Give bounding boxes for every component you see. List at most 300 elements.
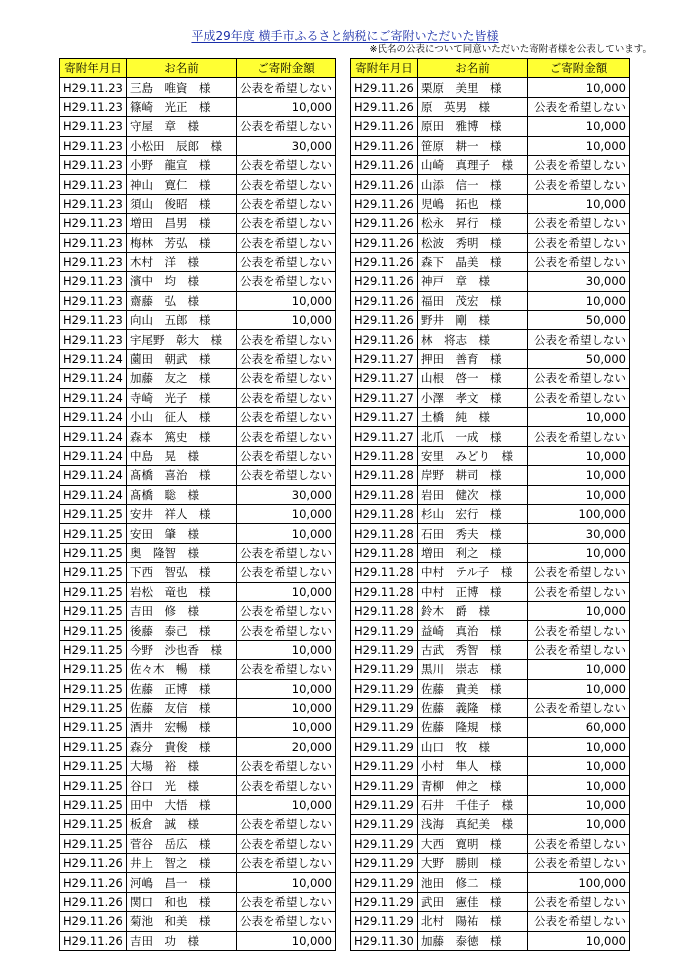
donation-date-cell: H29.11.26 — [351, 78, 418, 97]
donation-amount-cell: 公表を希望しない — [528, 640, 630, 659]
table-row — [60, 698, 336, 717]
donor-name-cell: 菊池 和美 様 — [127, 912, 237, 931]
donation-date-cell: H29.11.24 — [60, 369, 127, 388]
table-body-right — [351, 78, 630, 951]
donation-amount-cell: 公表を希望しない — [237, 233, 336, 252]
donor-name-cell: 森分 貴俊 様 — [127, 737, 237, 756]
table-row — [60, 679, 336, 698]
table-row — [351, 795, 630, 814]
donation-date-cell: H29.11.29 — [351, 854, 418, 873]
donor-name-cell: 大野 勝則 様 — [418, 854, 528, 873]
donation-date-cell: H29.11.29 — [351, 795, 418, 814]
donor-name-cell: 佐藤 貴美 様 — [418, 679, 528, 698]
donation-date-cell: H29.11.29 — [351, 892, 418, 911]
donor-name-cell: 木村 洋 様 — [127, 252, 237, 271]
donor-name-cell: 岩田 健次 様 — [418, 485, 528, 504]
donation-amount-cell: 30,000 — [237, 136, 336, 155]
table-row — [60, 543, 336, 562]
donation-date-cell: H29.11.29 — [351, 776, 418, 795]
donor-name-cell: 増田 利之 様 — [418, 543, 528, 562]
donor-name-cell: 武田 憲佳 様 — [418, 892, 528, 911]
header-amount: ご寄附金額 — [237, 59, 336, 78]
donation-amount-cell: 10,000 — [237, 873, 336, 892]
donation-date-cell: H29.11.26 — [60, 912, 127, 931]
donation-amount-cell: 10,000 — [237, 311, 336, 330]
donation-date-cell: H29.11.23 — [60, 233, 127, 252]
donation-amount-cell: 10,000 — [528, 291, 630, 310]
donor-name-cell: 石井 千佳子 様 — [418, 795, 528, 814]
donation-amount-cell: 公表を希望しない — [237, 252, 336, 271]
header-date: 寄附年月日 — [351, 59, 418, 78]
donation-amount-cell: 30,000 — [237, 485, 336, 504]
table-row — [60, 873, 336, 892]
donation-amount-cell: 公表を希望しない — [528, 427, 630, 446]
donation-amount-cell: 公表を希望しない — [528, 155, 630, 174]
donation-date-cell: H29.11.23 — [60, 311, 127, 330]
table-row — [60, 912, 336, 931]
table-row — [351, 466, 630, 485]
donation-amount-cell: 公表を希望しない — [528, 175, 630, 194]
donation-date-cell: H29.11.29 — [351, 737, 418, 756]
donation-date-cell: H29.11.25 — [60, 679, 127, 698]
donor-name-cell: 小村 隼人 様 — [418, 757, 528, 776]
donation-date-cell: H29.11.23 — [60, 78, 127, 97]
donation-date-cell: H29.11.23 — [60, 175, 127, 194]
donation-amount-cell: 公表を希望しない — [237, 660, 336, 679]
donor-name-cell: 林 将志 様 — [418, 330, 528, 349]
donation-amount-cell: 100,000 — [528, 504, 630, 523]
donation-amount-cell: 公表を希望しない — [528, 330, 630, 349]
donation-date-cell: H29.11.24 — [60, 485, 127, 504]
donation-date-cell: H29.11.26 — [60, 873, 127, 892]
donation-amount-cell: 10,000 — [237, 679, 336, 698]
donor-name-cell: 田中 大悟 様 — [127, 795, 237, 814]
donor-name-cell: 安井 祥人 様 — [127, 504, 237, 523]
donation-amount-cell: 公表を希望しない — [237, 427, 336, 446]
donor-name-cell: 篠崎 光正 様 — [127, 97, 237, 116]
donor-name-cell: 三島 唯資 様 — [127, 78, 237, 97]
donor-name-cell: 大西 寛明 様 — [418, 834, 528, 853]
donor-name-cell: 押田 善育 様 — [418, 349, 528, 368]
donation-amount-cell: 10,000 — [528, 543, 630, 562]
page-title: 平成29年度 横手市ふるさと納税にご寄附いただいた皆様 — [191, 29, 499, 43]
table-row — [60, 854, 336, 873]
donation-amount-cell: 10,000 — [528, 737, 630, 756]
donation-amount-cell: 20,000 — [237, 737, 336, 756]
table-body-left — [60, 78, 336, 951]
table-row — [60, 504, 336, 523]
table-row — [351, 563, 630, 582]
donor-name-cell: 岸野 耕司 様 — [418, 466, 528, 485]
table-row — [60, 388, 336, 407]
table-row — [60, 272, 336, 291]
table-row — [60, 524, 336, 543]
donor-name-cell: 薗田 朝武 様 — [127, 349, 237, 368]
donation-amount-cell: 10,000 — [528, 931, 630, 950]
donation-amount-cell: 公表を希望しない — [237, 408, 336, 427]
donor-name-cell: 北村 陽祐 様 — [418, 912, 528, 931]
donation-amount-cell: 公表を希望しない — [237, 543, 336, 562]
donation-date-cell: H29.11.28 — [351, 466, 418, 485]
donation-amount-cell: 公表を希望しない — [237, 776, 336, 795]
table-header-row — [60, 59, 336, 78]
donor-name-cell: 谷口 光 様 — [127, 776, 237, 795]
donor-name-cell: 河嶋 昌一 様 — [127, 873, 237, 892]
table-row — [351, 757, 630, 776]
donor-name-cell: 髙橋 喜治 様 — [127, 466, 237, 485]
donation-date-cell: H29.11.28 — [351, 601, 418, 620]
donor-name-cell: 山口 牧 様 — [418, 737, 528, 756]
donation-amount-cell: 公表を希望しない — [237, 175, 336, 194]
donor-name-cell: 佐藤 隆規 様 — [418, 718, 528, 737]
table-row — [351, 117, 630, 136]
donation-date-cell: H29.11.30 — [351, 931, 418, 950]
donation-date-cell: H29.11.26 — [351, 97, 418, 116]
donation-date-cell: H29.11.27 — [351, 388, 418, 407]
table-row — [351, 698, 630, 717]
donation-date-cell: H29.11.29 — [351, 660, 418, 679]
donation-amount-cell: 公表を希望しない — [237, 892, 336, 911]
donation-amount-cell: 100,000 — [528, 873, 630, 892]
donor-table-right — [350, 58, 630, 951]
donor-name-cell: 中村 テル子 様 — [418, 563, 528, 582]
table-row — [60, 815, 336, 834]
donation-date-cell: H29.11.23 — [60, 272, 127, 291]
donation-amount-cell: 公表を希望しない — [528, 388, 630, 407]
donation-amount-cell: 公表を希望しない — [237, 563, 336, 582]
donation-amount-cell: 公表を希望しない — [528, 214, 630, 233]
donation-date-cell: H29.11.29 — [351, 834, 418, 853]
donation-date-cell: H29.11.25 — [60, 718, 127, 737]
donation-amount-cell: 10,000 — [528, 194, 630, 213]
donor-name-cell: 福田 茂宏 様 — [418, 291, 528, 310]
donation-date-cell: H29.11.26 — [351, 311, 418, 330]
donor-name-cell: 向山 五郎 様 — [127, 311, 237, 330]
table-row — [60, 330, 336, 349]
donation-amount-cell: 60,000 — [528, 718, 630, 737]
donation-amount-cell: 10,000 — [528, 78, 630, 97]
donation-amount-cell: 10,000 — [237, 698, 336, 717]
table-row — [351, 776, 630, 795]
donor-name-cell: 小松田 辰郎 様 — [127, 136, 237, 155]
donation-amount-cell: 10,000 — [528, 757, 630, 776]
donation-amount-cell: 公表を希望しない — [528, 582, 630, 601]
donor-name-cell: 黒川 崇志 様 — [418, 660, 528, 679]
donation-date-cell: H29.11.26 — [351, 214, 418, 233]
donation-date-cell: H29.11.29 — [351, 815, 418, 834]
table-row — [60, 117, 336, 136]
donor-name-cell: 後藤 泰己 様 — [127, 621, 237, 640]
table-row — [351, 582, 630, 601]
header-amount: ご寄附金額 — [528, 59, 630, 78]
donation-date-cell: H29.11.26 — [351, 330, 418, 349]
donation-date-cell: H29.11.28 — [351, 446, 418, 465]
table-row — [351, 815, 630, 834]
table-row — [60, 621, 336, 640]
table-row — [351, 601, 630, 620]
donation-date-cell: H29.11.29 — [351, 718, 418, 737]
donation-date-cell: H29.11.25 — [60, 582, 127, 601]
donation-date-cell: H29.11.23 — [60, 117, 127, 136]
donor-name-cell: 梅林 芳弘 様 — [127, 233, 237, 252]
donor-name-cell: 栗原 美里 様 — [418, 78, 528, 97]
table-row — [60, 408, 336, 427]
donor-name-cell: 児嶋 拓也 様 — [418, 194, 528, 213]
donation-date-cell: H29.11.26 — [351, 194, 418, 213]
donation-date-cell: H29.11.28 — [351, 485, 418, 504]
table-row — [351, 504, 630, 523]
donation-date-cell: H29.11.26 — [351, 252, 418, 271]
table-row — [351, 311, 630, 330]
donation-date-cell: H29.11.27 — [351, 427, 418, 446]
donor-name-cell: 松波 秀明 様 — [418, 233, 528, 252]
donation-date-cell: H29.11.26 — [60, 931, 127, 950]
donation-date-cell: H29.11.26 — [60, 892, 127, 911]
donor-name-cell: 小澤 孝文 様 — [418, 388, 528, 407]
donation-amount-cell: 10,000 — [237, 504, 336, 523]
donor-name-cell: 池田 修二 様 — [418, 873, 528, 892]
donor-name-cell: 須山 俊昭 様 — [127, 194, 237, 213]
donor-name-cell: 関口 和也 様 — [127, 892, 237, 911]
donation-date-cell: H29.11.23 — [60, 155, 127, 174]
donation-amount-cell: 10,000 — [237, 524, 336, 543]
donation-date-cell: H29.11.27 — [351, 349, 418, 368]
donor-name-cell: 森本 篤史 様 — [127, 427, 237, 446]
donation-date-cell: H29.11.25 — [60, 776, 127, 795]
donation-amount-cell: 10,000 — [237, 718, 336, 737]
donation-amount-cell: 10,000 — [528, 446, 630, 465]
table-row — [351, 155, 630, 174]
donation-date-cell: H29.11.25 — [60, 640, 127, 659]
donation-date-cell: H29.11.25 — [60, 757, 127, 776]
donation-date-cell: H29.11.25 — [60, 737, 127, 756]
table-row — [351, 427, 630, 446]
table-row — [60, 640, 336, 659]
donation-date-cell: H29.11.25 — [60, 621, 127, 640]
donor-name-cell: 野井 剛 様 — [418, 311, 528, 330]
table-row — [60, 78, 336, 97]
donation-amount-cell: 公表を希望しない — [237, 854, 336, 873]
donor-name-cell: 佐藤 正博 様 — [127, 679, 237, 698]
table-row — [351, 233, 630, 252]
donor-name-cell: 松永 昇行 様 — [418, 214, 528, 233]
donation-amount-cell: 公表を希望しない — [528, 563, 630, 582]
donor-name-cell: 加藤 泰徳 様 — [418, 931, 528, 950]
donor-name-cell: 山添 信一 様 — [418, 175, 528, 194]
table-row — [351, 485, 630, 504]
table-row — [60, 757, 336, 776]
donor-name-cell: 岩松 竜也 様 — [127, 582, 237, 601]
donor-name-cell: 佐藤 友信 様 — [127, 698, 237, 717]
table-row — [351, 446, 630, 465]
table-row — [60, 252, 336, 271]
table-row — [60, 369, 336, 388]
donation-date-cell: H29.11.26 — [351, 291, 418, 310]
table-row — [351, 679, 630, 698]
donor-name-cell: 小山 征人 様 — [127, 408, 237, 427]
donation-date-cell: H29.11.25 — [60, 601, 127, 620]
donation-date-cell: H29.11.23 — [60, 97, 127, 116]
donor-name-cell: 杉山 宏行 様 — [418, 504, 528, 523]
donation-amount-cell: 公表を希望しない — [528, 621, 630, 640]
donor-name-cell: 原田 雅博 様 — [418, 117, 528, 136]
donor-table-left — [59, 58, 336, 951]
donation-date-cell: H29.11.25 — [60, 698, 127, 717]
donation-amount-cell: 公表を希望しない — [528, 912, 630, 931]
donation-date-cell: H29.11.25 — [60, 524, 127, 543]
donation-date-cell: H29.11.29 — [351, 679, 418, 698]
donation-amount-cell: 公表を希望しない — [528, 698, 630, 717]
donation-date-cell: H29.11.23 — [60, 214, 127, 233]
table-row — [351, 524, 630, 543]
donation-amount-cell: 10,000 — [528, 136, 630, 155]
donation-amount-cell: 50,000 — [528, 349, 630, 368]
donation-date-cell: H29.11.25 — [60, 815, 127, 834]
donation-date-cell: H29.11.26 — [351, 175, 418, 194]
table-row — [60, 446, 336, 465]
donation-amount-cell: 10,000 — [528, 601, 630, 620]
donation-amount-cell: 10,000 — [237, 291, 336, 310]
donor-name-cell: 菅谷 岳広 様 — [127, 834, 237, 853]
table-row — [60, 175, 336, 194]
donation-amount-cell: 10,000 — [237, 640, 336, 659]
donation-date-cell: H29.11.24 — [60, 408, 127, 427]
table-row — [351, 737, 630, 756]
donor-name-cell: 小野 龍宣 様 — [127, 155, 237, 174]
donation-amount-cell: 10,000 — [528, 776, 630, 795]
table-row — [60, 660, 336, 679]
table-row — [351, 931, 630, 950]
donor-name-cell: 中村 正博 様 — [418, 582, 528, 601]
donor-name-cell: 奥 隆智 様 — [127, 543, 237, 562]
table-row — [60, 466, 336, 485]
donation-amount-cell: 10,000 — [528, 660, 630, 679]
donation-amount-cell: 10,000 — [528, 408, 630, 427]
donation-date-cell: H29.11.26 — [351, 155, 418, 174]
donation-date-cell: H29.11.29 — [351, 757, 418, 776]
table-row — [60, 291, 336, 310]
donation-amount-cell: 公表を希望しない — [528, 892, 630, 911]
table-row — [351, 854, 630, 873]
table-row — [60, 582, 336, 601]
donation-date-cell: H29.11.27 — [351, 408, 418, 427]
donation-date-cell: H29.11.25 — [60, 795, 127, 814]
donor-name-cell: 安里 みどり 様 — [418, 446, 528, 465]
donor-name-cell: 山根 啓一 様 — [418, 369, 528, 388]
donor-name-cell: 鈴木 爵 様 — [418, 601, 528, 620]
donation-amount-cell: 30,000 — [528, 524, 630, 543]
donor-name-cell: 今野 沙也香 様 — [127, 640, 237, 659]
donation-amount-cell: 公表を希望しない — [528, 233, 630, 252]
table-row — [351, 543, 630, 562]
donation-date-cell: H29.11.28 — [351, 524, 418, 543]
table-row — [60, 194, 336, 213]
donation-amount-cell: 公表を希望しない — [237, 78, 336, 97]
table-row — [60, 718, 336, 737]
donation-amount-cell: 10,000 — [237, 97, 336, 116]
table-row — [351, 252, 630, 271]
donation-amount-cell: 公表を希望しない — [237, 815, 336, 834]
table-row — [351, 621, 630, 640]
donor-name-cell: 土橋 純 様 — [418, 408, 528, 427]
header-date: 寄附年月日 — [60, 59, 127, 78]
donor-name-cell: 浅海 真紀美 様 — [418, 815, 528, 834]
donation-date-cell: H29.11.25 — [60, 563, 127, 582]
donation-amount-cell: 10,000 — [528, 117, 630, 136]
donor-name-cell: 佐藤 義隆 様 — [418, 698, 528, 717]
table-row — [351, 834, 630, 853]
table-row — [60, 931, 336, 950]
donation-amount-cell: 公表を希望しない — [237, 349, 336, 368]
donation-date-cell: H29.11.29 — [351, 912, 418, 931]
donation-amount-cell: 公表を希望しない — [237, 194, 336, 213]
header-name: お名前 — [127, 59, 237, 78]
donation-amount-cell: 10,000 — [528, 466, 630, 485]
donor-name-cell: 森下 晶美 様 — [418, 252, 528, 271]
donor-name-cell: 神戸 章 様 — [418, 272, 528, 291]
table-row — [351, 175, 630, 194]
table-row — [351, 136, 630, 155]
donor-name-cell: 濱中 均 様 — [127, 272, 237, 291]
donation-date-cell: H29.11.26 — [60, 854, 127, 873]
donation-amount-cell: 公表を希望しない — [528, 252, 630, 271]
donor-name-cell: 安田 肇 様 — [127, 524, 237, 543]
table-row — [60, 737, 336, 756]
table-row — [351, 388, 630, 407]
donation-amount-cell: 10,000 — [528, 815, 630, 834]
donor-name-cell: 中島 晃 様 — [127, 446, 237, 465]
donor-name-cell: 青柳 伸之 様 — [418, 776, 528, 795]
donor-name-cell: 加藤 友之 様 — [127, 369, 237, 388]
table-row — [351, 369, 630, 388]
donation-amount-cell: 10,000 — [528, 679, 630, 698]
donation-amount-cell: 公表を希望しない — [237, 155, 336, 174]
table-row — [351, 912, 630, 931]
donation-date-cell: H29.11.29 — [351, 640, 418, 659]
donation-amount-cell: 公表を希望しない — [237, 466, 336, 485]
table-header-row — [351, 59, 630, 78]
donation-date-cell: H29.11.23 — [60, 291, 127, 310]
donor-name-cell: 山崎 真理子 様 — [418, 155, 528, 174]
table-row — [351, 873, 630, 892]
donation-amount-cell: 10,000 — [237, 931, 336, 950]
donor-name-cell: 古武 秀智 様 — [418, 640, 528, 659]
donation-amount-cell: 公表を希望しない — [237, 117, 336, 136]
donor-name-cell: 石田 秀夫 様 — [418, 524, 528, 543]
table-row — [351, 78, 630, 97]
donation-amount-cell: 公表を希望しない — [237, 912, 336, 931]
donor-name-cell: 吉田 功 様 — [127, 931, 237, 950]
table-row — [60, 136, 336, 155]
donation-amount-cell: 50,000 — [528, 311, 630, 330]
donor-name-cell: 益崎 真治 様 — [418, 621, 528, 640]
donor-name-cell: 井上 智之 様 — [127, 854, 237, 873]
table-row — [351, 272, 630, 291]
donor-name-cell: 神山 寛仁 様 — [127, 175, 237, 194]
donation-date-cell: H29.11.23 — [60, 136, 127, 155]
donation-amount-cell: 公表を希望しない — [237, 834, 336, 853]
table-row — [60, 563, 336, 582]
donation-amount-cell: 30,000 — [528, 272, 630, 291]
donation-amount-cell: 公表を希望しない — [237, 621, 336, 640]
table-row — [60, 795, 336, 814]
donation-date-cell: H29.11.28 — [351, 543, 418, 562]
table-row — [60, 214, 336, 233]
donation-date-cell: H29.11.24 — [60, 446, 127, 465]
donation-date-cell: H29.11.24 — [60, 466, 127, 485]
donation-date-cell: H29.11.29 — [351, 698, 418, 717]
donor-name-cell: 吉田 修 様 — [127, 601, 237, 620]
